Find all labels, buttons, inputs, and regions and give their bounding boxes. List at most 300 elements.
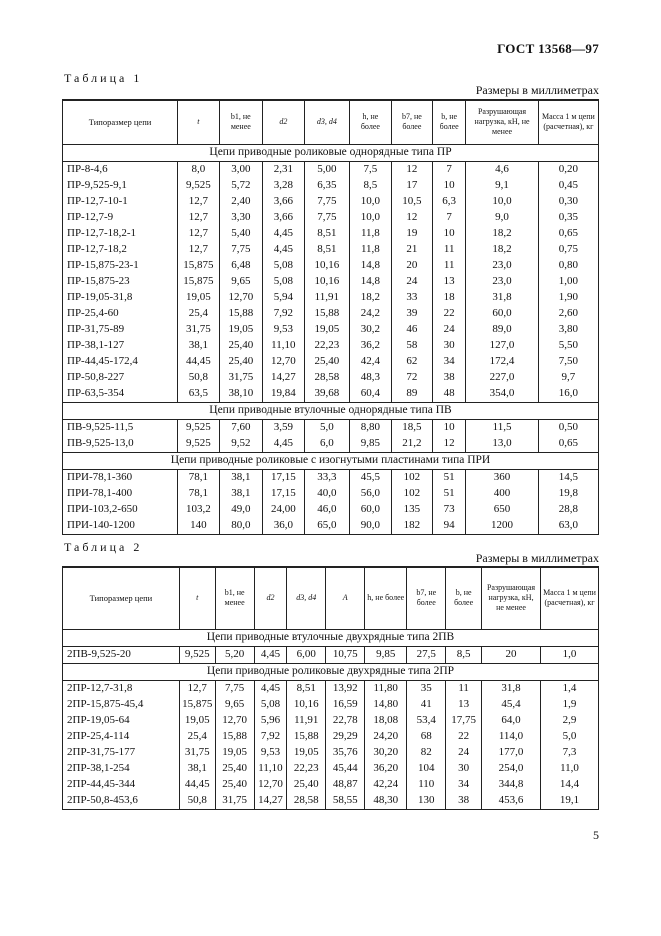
table-cell: 30,20 [365,745,407,761]
table-cell: 19,84 [263,386,304,403]
table2-header-d2: d2 [254,567,287,629]
table-cell: 17,15 [263,469,304,486]
table-cell: 31,75 [178,322,219,338]
table-cell: 7,3 [541,745,599,761]
chain-size-cell: ПР-19,05-31,8 [63,290,178,306]
chain-size-cell: ПРИ-140-1200 [63,518,178,535]
table1-header-t: t [178,100,219,144]
table-cell: 7,75 [304,194,350,210]
table-cell: 9,525 [178,178,219,194]
table-cell: 1,9 [541,697,599,713]
table-cell: 15,88 [219,306,263,322]
chain-size-cell: 2ПР-50,8-453,6 [63,793,180,810]
table-cell: 23,0 [466,274,539,290]
section-heading-row [63,144,599,161]
table-cell: 6,00 [287,646,326,663]
table-cell: 12,70 [215,713,254,729]
table-cell: 30 [433,338,466,354]
section-heading-row [63,452,599,469]
table-cell: 25,40 [219,338,263,354]
table-cell: 18,2 [466,226,539,242]
table-cell: 89,0 [466,322,539,338]
table-cell: 17,75 [446,713,482,729]
table-cell: 0,20 [538,161,598,178]
table-cell: 17,15 [263,486,304,502]
chain-size-cell: ПРИ-78,1-400 [63,486,178,502]
table-cell: 12 [391,210,432,226]
chain-size-cell: 2ПР-25,4-114 [63,729,180,745]
table-cell: 2,9 [541,713,599,729]
table-cell: 51 [433,469,466,486]
table-cell: 7,92 [254,729,287,745]
table-cell: 44,45 [179,777,215,793]
table-cell: 12 [433,436,466,453]
table-cell: 33 [391,290,432,306]
table-row [63,646,599,663]
table-row [63,386,599,403]
table1-caption: Таблица 1 [64,71,143,85]
table-cell: 0,50 [538,419,598,436]
table-cell: 5,08 [254,697,287,713]
table-cell: 9,85 [365,646,407,663]
table-cell: 172,4 [466,354,539,370]
table1-header-b1: b1, не менее [219,100,263,144]
table-cell: 42,24 [365,777,407,793]
table-cell: 11 [433,258,466,274]
table-cell: 6,48 [219,258,263,274]
table-cell: 4,45 [263,226,304,242]
chain-size-cell: ПР-12,7-18,2 [63,242,178,258]
table-cell: 15,875 [178,258,219,274]
table-row [63,486,599,502]
table-cell: 10 [433,226,466,242]
table-cell: 19,05 [219,322,263,338]
table-cell: 103,2 [178,502,219,518]
table1-units: Размеры в миллиметрах [475,83,599,97]
table-cell: 38,1 [179,761,215,777]
table-cell: 4,45 [263,436,304,453]
chain-size-cell: ПР-38,1-127 [63,338,178,354]
table-cell: 11 [446,680,482,697]
table-cell: 14,8 [350,274,391,290]
table-cell: 9,85 [350,436,391,453]
table-cell: 51 [433,486,466,502]
table-cell: 31,75 [219,370,263,386]
table-cell: 19 [391,226,432,242]
table1-header-d2: d2 [263,100,304,144]
table-cell: 3,30 [219,210,263,226]
table-cell: 1,4 [541,680,599,697]
chain-size-cell: 2ПР-15,875-45,4 [63,697,180,713]
table-cell: 60,4 [350,386,391,403]
table-cell: 19,05 [179,713,215,729]
table-cell: 650 [466,502,539,518]
table-cell: 40,0 [304,486,350,502]
table-cell: 44,45 [178,354,219,370]
table-cell: 9,52 [219,436,263,453]
table-cell: 60,0 [466,306,539,322]
table-row [63,680,599,697]
table-cell: 10,0 [350,194,391,210]
table-cell: 5,72 [219,178,263,194]
table2-header-name: Типоразмер цепи [63,567,180,629]
table-cell: 12,7 [178,242,219,258]
table-cell: 8,5 [350,178,391,194]
table-cell: 7,5 [350,161,391,178]
table2-header-h: h, не более [365,567,407,629]
table-cell: 50,8 [179,793,215,810]
table-cell: 21,2 [391,436,432,453]
table-cell: 110 [407,777,446,793]
table-cell: 4,6 [466,161,539,178]
table-cell: 344,8 [482,777,541,793]
table-cell: 90,0 [350,518,391,535]
table-cell: 9,65 [219,274,263,290]
table2-body [63,629,599,809]
table-cell: 127,0 [466,338,539,354]
table-cell: 1200 [466,518,539,535]
table-cell: 12,70 [219,290,263,306]
table-cell: 46 [391,322,432,338]
table-cell: 11 [433,242,466,258]
table-cell: 130 [407,793,446,810]
table2-units: Размеры в миллиметрах [475,551,599,565]
table-cell: 78,1 [178,469,219,486]
table-cell: 4,45 [254,680,287,697]
table-cell: 94 [433,518,466,535]
table-cell: 49,0 [219,502,263,518]
table-cell: 8,80 [350,419,391,436]
chain-size-cell: ПР-9,525-9,1 [63,178,178,194]
table-cell: 19,05 [287,745,326,761]
table-row [63,161,599,178]
table-row [63,306,599,322]
table-row [63,745,599,761]
chain-size-cell: ПР-50,8-227 [63,370,178,386]
table-cell: 14,27 [254,793,287,810]
table-cell: 25,4 [178,306,219,322]
table-cell: 20 [391,258,432,274]
table2-header-mass: Масса 1 м цепи (расчетная), кг [541,567,599,629]
table-cell: 0,30 [538,194,598,210]
table-cell: 18 [433,290,466,306]
table-cell: 18,2 [350,290,391,306]
table-cell: 42,4 [350,354,391,370]
chain-size-cell: 2ПР-19,05-64 [63,713,180,729]
chain-size-cell: ПР-25,4-60 [63,306,178,322]
table-cell: 13,92 [326,680,365,697]
table2-header-b7: b7, не более [407,567,446,629]
table-cell: 8,51 [304,242,350,258]
table-cell: 22,23 [287,761,326,777]
table-row [63,290,599,306]
table-cell: 15,88 [287,729,326,745]
table-cell: 5,50 [538,338,598,354]
table-cell: 45,4 [482,697,541,713]
table-cell: 104 [407,761,446,777]
table-cell: 18,5 [391,419,432,436]
table-cell: 135 [391,502,432,518]
table-row [63,338,599,354]
table-cell: 53,4 [407,713,446,729]
table-cell: 12,70 [254,777,287,793]
table-cell: 19,05 [304,322,350,338]
table-cell: 360 [466,469,539,486]
table-cell: 13 [446,697,482,713]
table-cell: 89 [391,386,432,403]
table-cell: 102 [391,486,432,502]
table-row [63,713,599,729]
table-cell: 48 [433,386,466,403]
table-cell: 25,40 [287,777,326,793]
table-cell: 400 [466,486,539,502]
table-cell: 10,16 [304,258,350,274]
table-cell: 62 [391,354,432,370]
table-cell: 19,1 [541,793,599,810]
table-cell: 10 [433,419,466,436]
table-cell: 7 [433,210,466,226]
table-cell: 8,51 [287,680,326,697]
table-cell: 35,76 [326,745,365,761]
table-cell: 46,0 [304,502,350,518]
table-cell: 38 [433,370,466,386]
table-cell: 5,94 [263,290,304,306]
table-cell: 58,55 [326,793,365,810]
table-cell: 60,0 [350,502,391,518]
table-cell: 34 [446,777,482,793]
table-cell: 80,0 [219,518,263,535]
table-cell: 17 [391,178,432,194]
table-cell: 5,08 [263,258,304,274]
table-row [63,419,599,436]
table-cell: 50,8 [178,370,219,386]
table-row [63,226,599,242]
table-cell: 10,0 [350,210,391,226]
table-cell: 9,525 [178,436,219,453]
table-cell: 28,58 [287,793,326,810]
table-cell: 11,10 [263,338,304,354]
table-cell: 13,0 [466,436,539,453]
table-row [63,729,599,745]
table2 [62,566,599,810]
table-cell: 36,2 [350,338,391,354]
table-cell: 8,5 [446,646,482,663]
table-cell: 68 [407,729,446,745]
table1-header-name: Типоразмер цепи [63,100,178,144]
table-row [63,354,599,370]
table-cell: 11,80 [365,680,407,697]
table-cell: 23,0 [466,258,539,274]
table-cell: 0,35 [538,210,598,226]
table-row [63,274,599,290]
table-cell: 78,1 [178,486,219,502]
table-cell: 7 [433,161,466,178]
table-cell: 65,0 [304,518,350,535]
table-cell: 9,525 [179,646,215,663]
table-cell: 41 [407,697,446,713]
chain-size-cell: ПРИ-78,1-360 [63,469,178,486]
table-row [63,502,599,518]
table-cell: 24,00 [263,502,304,518]
chain-size-cell: ПВ-9,525-13,0 [63,436,178,453]
chain-size-cell: 2ПР-12,7-31,8 [63,680,180,697]
table-cell: 38,1 [178,338,219,354]
table-row [63,242,599,258]
table-cell: 10,5 [391,194,432,210]
table-cell: 64,0 [482,713,541,729]
table-cell: 25,40 [215,761,254,777]
table-cell: 0,75 [538,242,598,258]
table-cell: 34 [433,354,466,370]
table-cell: 177,0 [482,745,541,761]
table-cell: 10,75 [326,646,365,663]
table-cell: 38,1 [219,469,263,486]
table-cell: 25,4 [179,729,215,745]
table-cell: 22 [433,306,466,322]
table-cell: 5,20 [215,646,254,663]
table1 [62,99,599,535]
table2-header-a: A [326,567,365,629]
chain-size-cell: ПВ-9,525-11,5 [63,419,178,436]
table-cell: 10,16 [287,697,326,713]
table-cell: 25,40 [304,354,350,370]
table-cell: 63,5 [178,386,219,403]
table-cell: 18,2 [466,242,539,258]
table-cell: 28,8 [538,502,598,518]
table-cell: 12,7 [178,210,219,226]
table-cell: 453,6 [482,793,541,810]
table-cell: 28,58 [304,370,350,386]
table-cell: 72 [391,370,432,386]
section-title: Цепи приводные втулочные двухрядные типа 2ПВ [63,629,599,646]
table-cell: 11,10 [254,761,287,777]
table-row [63,370,599,386]
table-cell: 4,45 [254,646,287,663]
table-cell: 15,875 [179,697,215,713]
section-title: Цепи приводные втулочные однорядные типа ПВ [63,402,599,419]
table-cell: 0,65 [538,436,598,453]
table-cell: 8,51 [304,226,350,242]
table-row [63,436,599,453]
table-cell: 10,0 [466,194,539,210]
section-heading-row [63,629,599,646]
table1-header-b: b, не более [433,100,466,144]
table-cell: 3,66 [263,194,304,210]
table-cell: 14,27 [263,370,304,386]
table-cell: 140 [178,518,219,535]
table-row [63,322,599,338]
table-cell: 30 [446,761,482,777]
table-cell: 12,7 [178,194,219,210]
table-cell: 0,65 [538,226,598,242]
chain-size-cell: 2ПВ-9,525-20 [63,646,180,663]
table-row [63,518,599,535]
chain-size-cell: ПР-63,5-354 [63,386,178,403]
table-cell: 2,31 [263,161,304,178]
table-row [63,777,599,793]
table-cell: 1,0 [541,646,599,663]
table-cell: 56,0 [350,486,391,502]
table-cell: 58 [391,338,432,354]
table-cell: 227,0 [466,370,539,386]
chain-size-cell: ПР-12,7-10-1 [63,194,178,210]
table-cell: 5,96 [254,713,287,729]
table-cell: 0,45 [538,178,598,194]
chain-size-cell: 2ПР-44,45-344 [63,777,180,793]
table2-header-b1: b1, не менее [215,567,254,629]
table-cell: 3,28 [263,178,304,194]
table-cell: 12,70 [263,354,304,370]
table-cell: 24 [433,322,466,338]
table-cell: 36,0 [263,518,304,535]
table-cell: 102 [391,469,432,486]
table-row [63,761,599,777]
table-cell: 354,0 [466,386,539,403]
table-cell: 16,0 [538,386,598,403]
table1-header-d3d4: d3, d4 [304,100,350,144]
chain-size-cell: 2ПР-31,75-177 [63,745,180,761]
table-cell: 182 [391,518,432,535]
table-cell: 7,75 [215,680,254,697]
table-cell: 14,80 [365,697,407,713]
table-cell: 11,5 [466,419,539,436]
document-header: ГОСТ 13568—97 [497,41,599,56]
table-row [63,210,599,226]
table-cell: 36,20 [365,761,407,777]
table1-header-h: h, не более [350,100,391,144]
table-cell: 11,8 [350,226,391,242]
table-cell: 254,0 [482,761,541,777]
table-cell: 14,5 [538,469,598,486]
table-cell: 22 [446,729,482,745]
table-row [63,178,599,194]
table-cell: 7,75 [304,210,350,226]
table-cell: 7,75 [219,242,263,258]
table-row [63,258,599,274]
table-cell: 9,0 [466,210,539,226]
table-cell: 27,5 [407,646,446,663]
table-cell: 12 [391,161,432,178]
table-cell: 6,35 [304,178,350,194]
table-cell: 11,91 [287,713,326,729]
table-cell: 19,05 [178,290,219,306]
table-cell: 114,0 [482,729,541,745]
table-cell: 21 [391,242,432,258]
table2-header-t: t [179,567,215,629]
table-cell: 38,1 [219,486,263,502]
table-cell: 33,3 [304,469,350,486]
table-cell: 11,91 [304,290,350,306]
table-cell: 14,4 [541,777,599,793]
table-cell: 18,08 [365,713,407,729]
table-cell: 24 [391,274,432,290]
table-cell: 9,53 [254,745,287,761]
table-cell: 2,40 [219,194,263,210]
table-cell: 14,8 [350,258,391,274]
table-cell: 0,80 [538,258,598,274]
table-cell: 31,8 [482,680,541,697]
table-cell: 39,68 [304,386,350,403]
table-cell: 16,59 [326,697,365,713]
table-cell: 24,2 [350,306,391,322]
chain-size-cell: ПР-44,45-172,4 [63,354,178,370]
chain-size-cell: ПРИ-103,2-650 [63,502,178,518]
table-cell: 5,40 [219,226,263,242]
table-cell: 19,8 [538,486,598,502]
table-cell: 25,40 [215,777,254,793]
table1-header-load: Разрушающая нагрузка, кН, не менее [466,100,539,144]
table-cell: 15,88 [215,729,254,745]
